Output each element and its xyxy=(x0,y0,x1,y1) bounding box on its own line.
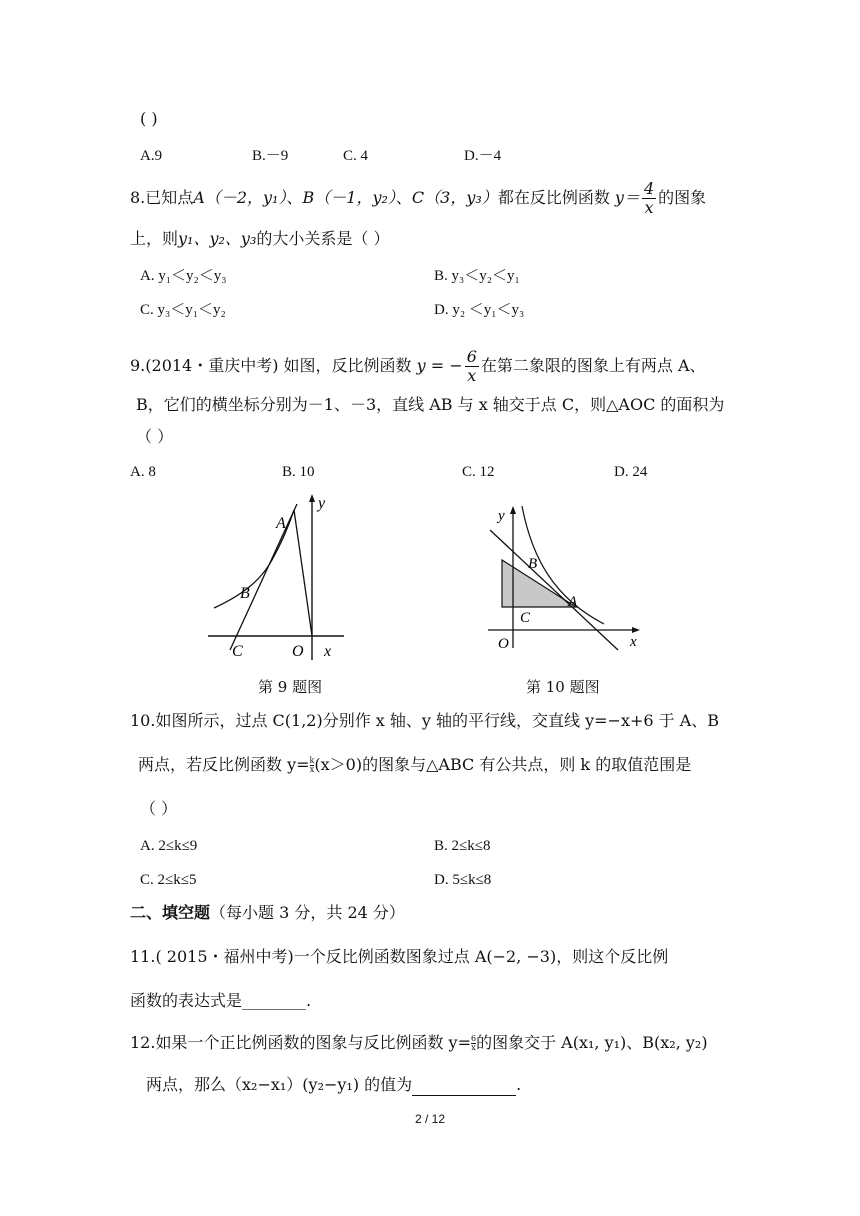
q8-option-c: C. y₃＜y₁＜y₂ xyxy=(140,302,226,318)
fig9-caption: 第 9 题图 xyxy=(258,678,323,696)
q8-line1 xyxy=(130,180,706,217)
q9-option-c: C. 12 xyxy=(462,464,495,480)
q9-line2: B，它们的横坐标分别为－1、－3，直线 AB 与 x 轴交于点 C，则△AOC 的面积为 xyxy=(136,395,725,414)
fig9-line-ao xyxy=(294,510,312,636)
q12-answer-blank[interactable] xyxy=(412,1079,516,1096)
q12-line1-post: 的图象交于 A(x₁, y₁)、B(x₂, y₂) xyxy=(476,1033,708,1052)
q8-option-b: B. y₃＜y₂＜y₁ xyxy=(434,268,520,284)
q7-answer-paren: ( ) xyxy=(140,109,158,128)
fig10-label-o: O xyxy=(498,636,509,652)
q11-line1: 11.( 2015・福州中考)一个反比例函数图象过点 A(−2, −3)，则这个反比例 xyxy=(130,947,669,966)
q8-line2-post: 的大小关系是（ ） xyxy=(256,229,390,248)
q10-option-d: D. 5≤k≤8 xyxy=(434,872,492,888)
q9-line1-post: 在第二象限的图象上有两点 A、 xyxy=(480,356,706,375)
q8-func-lhs: y＝ xyxy=(614,188,640,207)
q8-vars: y₁、y₂、y₃ xyxy=(178,229,257,248)
fig10-label-x: x xyxy=(630,634,637,650)
q10-option-a: A. 2≤k≤9 xyxy=(140,838,198,854)
q9-frac-den: x xyxy=(467,366,477,385)
q12-line1 xyxy=(130,1032,708,1054)
fig9-label-c: C xyxy=(232,643,243,660)
q9-frac-num: 6 xyxy=(466,347,477,366)
q8-mid: 都在反比例函数 xyxy=(497,188,610,207)
fig9-label-x: x xyxy=(324,643,332,660)
q10-frac-den: x xyxy=(309,765,315,774)
q10-option-c: C. 2≤k≤5 xyxy=(140,872,197,888)
q10-line2-post: (x＞0)的图象与△ABC 有公共点，则 k 的取值范围是 xyxy=(314,755,692,774)
q8-frac-den: x xyxy=(644,198,654,217)
section2-heading: 二、填空题 xyxy=(130,903,211,922)
page-number: 2 / 12 xyxy=(414,1112,446,1126)
q7-option-b: B.－9 xyxy=(252,148,289,164)
q8-frac-num: 4 xyxy=(643,179,655,198)
q10-line1: 10.如图所示，过点 C(1,2)分别作 x 轴、y 轴的平行线，交直线 y=−x+6 于 A、B xyxy=(130,711,720,730)
q8-line2 xyxy=(130,228,389,250)
q9-func-lhs: y = − xyxy=(416,356,463,375)
q12-line1-pre: 12.如果一个正比例函数的图象与反比例函数 y= xyxy=(130,1033,471,1052)
q8-option-a: A. y₁＜y₂＜y₃ xyxy=(140,268,227,284)
q8-point-b: B（－1，y₂） xyxy=(302,188,396,207)
figure-9 xyxy=(200,490,350,670)
q9-option-a: A. 8 xyxy=(130,464,156,480)
q10-line3: （ ） xyxy=(140,799,178,818)
q9-option-b: B. 10 xyxy=(282,464,315,480)
fig9-label-a: A xyxy=(276,515,286,532)
fig10-label-b: B xyxy=(528,556,538,572)
q7-option-d: D.－4 xyxy=(464,148,502,164)
fig10-label-a: A xyxy=(568,594,578,610)
q8-sep2: 、 xyxy=(395,188,412,207)
q10-line2 xyxy=(138,754,691,776)
q12-line2-pre: 两点，那么（x₂−x₁）(y₂−y₁) 的值为 xyxy=(146,1075,413,1094)
fig9-y-arrow xyxy=(309,494,315,502)
q12-frac-den: x xyxy=(471,1043,476,1052)
fig10-label-c: C xyxy=(520,610,531,626)
q12-line2-post: . xyxy=(516,1075,522,1094)
q8-point-c: C（3，y₃） xyxy=(411,188,498,207)
q9-line3: （ ） xyxy=(136,427,174,446)
q8-point-a: A（－2，y₁） xyxy=(193,188,287,207)
q8-tail: 的图象 xyxy=(658,188,707,207)
q7-option-c: C. 4 xyxy=(343,148,369,164)
section2-title xyxy=(130,902,405,924)
q12-frac-num: 6 xyxy=(470,1034,477,1043)
figure-10 xyxy=(484,498,644,662)
fig10-x-arrow xyxy=(632,627,640,633)
q10-option-b: B. 2≤k≤8 xyxy=(434,838,491,854)
q8-prefix: 8.已知点 xyxy=(130,188,194,207)
fig10-y-arrow xyxy=(510,506,516,514)
q9-line1 xyxy=(130,348,706,385)
fig9-label-b: B xyxy=(240,585,250,602)
q9-option-d: D. 24 xyxy=(614,464,648,480)
q9-prefix: 9.(2014・重庆中考) 如图，反比例函数 xyxy=(130,356,412,375)
q11-line2: 函数的表达式是________. xyxy=(130,991,312,1010)
fig10-label-y: y xyxy=(498,508,505,524)
q8-sep1: 、 xyxy=(286,188,303,207)
q10-line2-pre: 两点，若反比例函数 y= xyxy=(138,755,310,774)
q12-line2 xyxy=(146,1074,521,1096)
q8-line2-pre: 上，则 xyxy=(130,229,179,248)
q8-fraction xyxy=(642,180,656,217)
q10-frac-num: k xyxy=(309,756,315,765)
q9-fraction xyxy=(465,348,479,385)
fig10-caption: 第 10 题图 xyxy=(526,678,600,696)
section2-note: （每小题 3 分，共 24 分） xyxy=(210,903,405,922)
q8-option-d: D. y₂ ＜y₁＜y₃ xyxy=(434,302,525,318)
fig9-line-ab xyxy=(230,504,297,650)
fig9-label-y: y xyxy=(318,495,326,512)
fig9-label-o: O xyxy=(292,643,304,660)
q7-option-a: A.9 xyxy=(140,148,163,164)
